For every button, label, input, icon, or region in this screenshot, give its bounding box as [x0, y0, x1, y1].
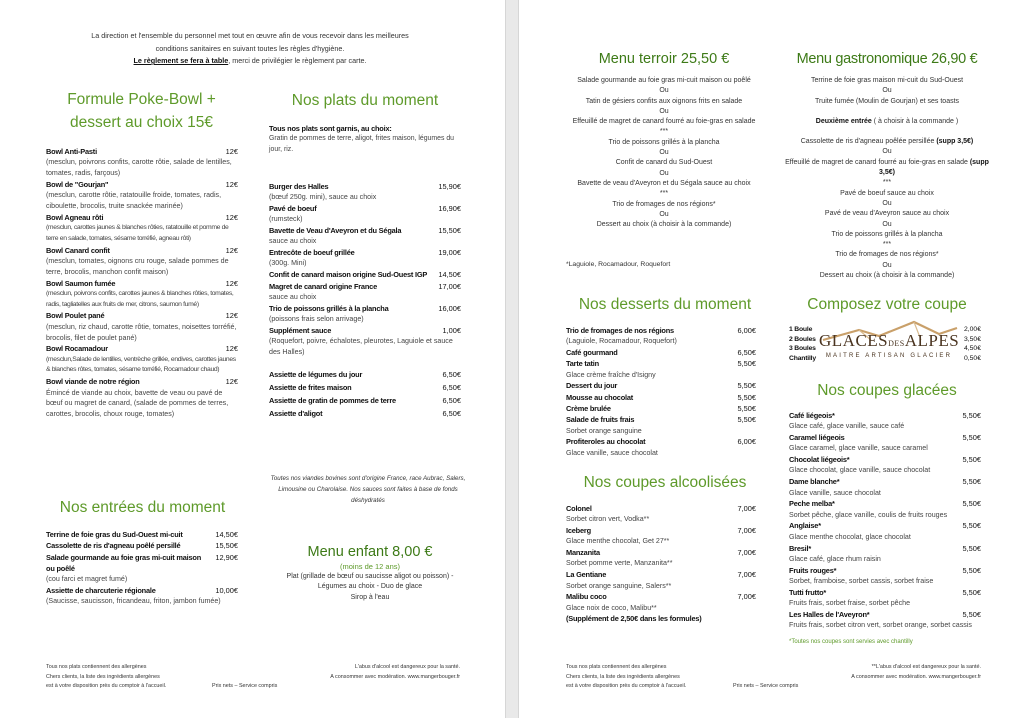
menu-line: Ou [659, 107, 669, 115]
menu-item-name: Bowl viande de notre région [46, 377, 140, 387]
menu-item-description: (mesclun, carotte rôtie, ratatouille froide, tomates, radis, ciboulette, brocolis, truite snackée marinée) [46, 191, 222, 210]
menu-item-description: Glace vanille, sauce chocolat [566, 448, 658, 457]
menu-item-name: Salade de fruits frais [566, 415, 635, 425]
menu-item-description: sauce au choix [269, 237, 317, 246]
menu-line: Trio de fromages de nos régions* [612, 200, 716, 208]
payment-notice-text: , merci de privilégier le règlement par carte. [228, 56, 367, 65]
menu-item [269, 394, 461, 407]
menu-line: Trio de poissons grillés à la plancha [831, 230, 943, 238]
menu-item-description: (Saucisse, saucisson, fricandeau, friton, jambon fumée) [46, 597, 221, 606]
menu-item-name: Mousse au chocolat [566, 392, 634, 402]
menu-enfant-line: Légumes au choix - Duo de glace [317, 583, 423, 591]
menu-item-name: Cassolette de ris d'agneau poêlé persillé [46, 541, 181, 551]
menu-item [789, 543, 981, 554]
menu-item-description: (mesclun, poivrons confits, carotte rôtie, salade de lentilles, tomates, radis, farçous) [46, 158, 232, 178]
section-coupes-glacees [789, 410, 981, 645]
footer-line: est à votre disposition près du comptoir à l'accueil. [566, 683, 687, 689]
menu-item-name: Dame blanche* [789, 477, 840, 487]
menu-item [46, 343, 238, 354]
menu-item-price: 5,50€ [962, 587, 981, 597]
supplement-price: (supp 3,5€) [936, 138, 974, 146]
menu-item-description: Sorbet pêche, glace vanille, coulis de fruits rouges [789, 510, 948, 519]
menu-item [269, 203, 461, 214]
menu-line: *** [659, 190, 669, 198]
menu-enfant-title: Menu enfant 8,00 € [307, 544, 433, 560]
menu-item-description: Glace café, glace vanille, sauce café [789, 422, 905, 431]
menu-item-description: Glace vanille, sauce chocolat [789, 488, 881, 497]
menu-item-description: (mesclun, poivrons confits, carottes jaunes & blanches rôties, tomates, radis, tagliatelles aux fruits de mer, citrons, saumon fumé) [46, 289, 234, 308]
menu-line: Bavette de veau d'Aveyron et du Ségala sauce au choix [577, 179, 751, 187]
menu-dish: Cassolette de ris d'agneau poêlée persillée [800, 138, 937, 146]
menu-item [46, 585, 238, 596]
menu-item [566, 380, 756, 391]
menu-item-description: Glace crème fraîche d'Isigny [566, 370, 656, 379]
menu-item-name: Tutti frutto* [789, 587, 827, 597]
menu-item-name: Trio de fromages de nos régions [566, 326, 674, 335]
menu-item [269, 368, 461, 381]
allergen-notice [46, 663, 226, 692]
menu-item-name: Burger des Halles [269, 181, 329, 191]
menu-item [566, 392, 756, 403]
menu-line: Tatin de gésiers confits aux oignons frits en salade [585, 97, 743, 105]
menu-line: *** [659, 128, 669, 136]
title-line: Formule Poke-Bowl + [67, 91, 216, 108]
menu-item-description: (cou farci et magret fumé) [46, 575, 128, 584]
menu-item-name: Tarte tatin [566, 359, 599, 369]
menu-item-description: Fruits frais, sorbet citron vert, sorbet orange, sorbet cassis [789, 621, 972, 630]
formula-supplement-note: (Supplément de 2,50€ dans les formules) [566, 614, 702, 624]
footer-line: Chers clients, la liste des ingrédients allergènes [566, 673, 680, 680]
menu-item-name: Colonel [566, 504, 592, 513]
menu-item-name: Anglaise* [789, 521, 821, 531]
menu-line: Truite fumée (Moulin de Gourjan) et ses toasts [814, 97, 960, 105]
footer-line: L'abus d'alcool est dangereux pour la santé. [354, 664, 460, 670]
menu-item-price: 12€ [225, 147, 238, 156]
menu-item-name: Assiette de charcuterie régionale [46, 585, 156, 595]
menu-item-price: 3,50€ [963, 335, 981, 343]
menu-item-price: 12€ [225, 311, 238, 321]
menu-item-price: 16,90€ [438, 203, 461, 213]
menu-enfant-line: Plat (grillade de bœuf ou saucisse aligot ou poisson) - [286, 573, 454, 580]
intro-notice [40, 30, 460, 68]
menu-item-description: (mesclun,Salade de lentilles, ventrèche grillée, endives, carottes jaunes & blanches rôtes, tomates, sésame torréfié, Rocamadour chaud) [46, 355, 236, 374]
menu-item-price: 6,00€ [737, 437, 756, 447]
menu-line [781, 158, 993, 179]
section-plats [269, 123, 461, 420]
section-title-entrees: Nos entrées du moment [59, 499, 226, 516]
menu-item [46, 146, 238, 157]
menu-item [789, 476, 981, 487]
menu-item [46, 245, 238, 256]
menu-item [269, 325, 461, 336]
menu-item-name: Dessert du jour [566, 381, 618, 391]
menu-item [789, 565, 981, 576]
menu-item [789, 454, 981, 465]
menu-item-price: 15,50€ [215, 541, 238, 551]
menu-item-description: (mesclun, riz chaud, carotte rôtie, tomates, noisettes torréfié, brocolis, filet de poulet pané) [46, 322, 237, 342]
menu-item-name: Bowl Rocamadour [46, 344, 108, 354]
menu-item-name: Profiteroles au chocolat [566, 437, 646, 447]
section-poke-bowl [44, 88, 239, 134]
footer-line: Tous nos plats contiennent des allergènes [566, 664, 667, 670]
menu-item-price: 6,00€ [737, 326, 756, 335]
section-menu-enfant [262, 542, 478, 603]
menu-item-price: 7,00€ [737, 526, 756, 536]
menu-item-description: Glace menthe chocolat, glace chocolat [789, 532, 911, 541]
menu-item-price: 4,50€ [963, 345, 981, 352]
menu-line: Ou [882, 220, 892, 228]
menu-item-price: 5,50€ [962, 477, 981, 487]
menu-item-name: Crème brulée [566, 404, 611, 414]
menu-item [46, 310, 238, 321]
menu-item-name: Chantilly [789, 354, 816, 362]
menu-line: Ou [659, 210, 669, 218]
menu-item-price: 6,50€ [442, 395, 461, 405]
price-notice: Prix nets – Service compris [212, 683, 278, 689]
menu-line: Pavé de boeuf sauce au choix [840, 189, 934, 197]
menu-line: Ou [882, 199, 892, 207]
menu-item-price: 7,00€ [737, 592, 756, 602]
menu-item-price: 5,50€ [962, 455, 981, 465]
menu-item-name: Assiette d'aligot [269, 408, 323, 418]
menu-item-price: 12€ [225, 212, 238, 222]
menu-line: Effeuillé de magret de canard fourré au foie-gras en salade [572, 118, 756, 126]
menu-item-price: 5,50€ [962, 521, 981, 531]
logo-word-des: DES [888, 339, 905, 348]
menu-item-name: Fruits rouges* [789, 565, 837, 575]
menu-item [566, 569, 756, 580]
menu-item [269, 281, 461, 292]
menu-item-description: (mesclun, tomates, oignons cru rouge, salade pommes de terre, brocolis, manchon confit maison) [46, 256, 229, 276]
menu-item-name: 3 Boules [789, 345, 816, 352]
menu-item [46, 179, 238, 190]
menu-item-price: 7,00€ [737, 504, 756, 513]
menu-item-name: Supplément sauce [269, 325, 332, 335]
menu-item-name: Bowl Saumon fumée [46, 278, 116, 288]
menu-line: *** [882, 179, 892, 187]
menu-line: Salade gourmande au foie gras mi-cuit maison ou poêlé [577, 77, 751, 84]
menu-item-name: Malibu coco [566, 592, 607, 602]
intro-line: conditions sanitaires en suivant toutes les règles d'hygiène. [155, 43, 345, 53]
menu-item-price: 7,00€ [737, 570, 756, 580]
footer-line: Chers clients, la liste des ingrédients allergènes [46, 673, 160, 680]
menu-item-price: 12€ [225, 179, 238, 189]
menu-item-price: 17,00€ [438, 281, 461, 291]
menu-item-price: 12€ [225, 344, 238, 354]
menu-line: Ou [659, 149, 669, 157]
cheese-footnote: *Laguiole, Rocamadour, Roquefort [566, 261, 671, 268]
section-title-desserts: Nos desserts du moment [578, 296, 752, 313]
title-line: dessert au choix 15€ [69, 114, 214, 131]
menu-page-right [518, 0, 1024, 718]
section-title-composez: Composez votre coupe [807, 296, 967, 313]
menu-item-name: Manzanita [566, 548, 600, 558]
menu-item-name: Assiette de frites maison [269, 382, 352, 392]
section-menu-terroir [559, 48, 769, 230]
menu-item-name: Iceberg [566, 526, 591, 536]
logo-tagline: MAITRE ARTISAN GLACIER [825, 353, 953, 359]
intro-line [40, 55, 460, 68]
second-entree-note: ( à choisir à la commande ) [871, 117, 959, 125]
menu-item-description: (rumsteck) [269, 215, 303, 224]
footer-line: est à votre disposition près du comptoir à l'accueil. [46, 683, 167, 689]
menu-item-description: Sorbet orange sanguine [566, 426, 642, 435]
menu-item [566, 414, 756, 425]
menu-line: Confit de canard du Sud-Ouest [615, 159, 713, 167]
menu-item-name: Trio de poissons grillés à la plancha [269, 303, 389, 313]
menu-item-name: Bowl de "Gourjan" [46, 179, 109, 189]
menu-item [566, 503, 756, 514]
menu-item-name: 2 Boules [789, 335, 816, 343]
menu-item-name: Café gourmand [566, 348, 618, 358]
menu-line: Ou [882, 87, 892, 95]
menu-item-name: Caramel liégeois [789, 433, 845, 443]
menu-item-name: Les Halles de l'Aveyron* [789, 609, 870, 619]
menu-line [781, 137, 993, 147]
menu-item [566, 547, 756, 558]
menu-item-description: Glace chocolat, glace vanille, sauce chocolat [789, 466, 931, 475]
menu-item-description: (poissons frais selon arrivage) [269, 314, 364, 323]
menu-item-price: 5,50€ [737, 404, 756, 414]
menu-item-name: Chocolat liégeois* [789, 455, 850, 465]
menu-item-name: Magret de canard origine France [269, 281, 377, 291]
menu-item [269, 381, 461, 394]
menu-item [46, 540, 238, 551]
menu-line: Pavé de veau d'Aveyron sauce au choix [824, 210, 950, 218]
menu-item-price: 6,50€ [442, 369, 461, 379]
menu-item-price: 5,50€ [962, 565, 981, 575]
footer-line: A consommer avec modération. www.mangerbouger.fr [851, 673, 981, 680]
menu-item-price: 5,50€ [737, 359, 756, 369]
menu-item [566, 525, 756, 536]
menu-item [789, 432, 981, 443]
logo-word-glaces: GLACES [819, 331, 889, 350]
menu-item-price: 14,50€ [215, 530, 238, 539]
menu-item [269, 225, 461, 236]
menu-line: Dessert au choix (à choisir à la commande) [596, 221, 732, 229]
menu-item-name: Café liégeois* [789, 411, 835, 420]
menu-item-price: 12€ [225, 377, 238, 387]
price-notice: Prix nets – Service compris [733, 683, 799, 689]
menu-line: *** [882, 241, 892, 249]
menu-item [566, 591, 756, 602]
menu-item-price: 6,50€ [442, 408, 461, 418]
menu-enfant-subtitle: (moins de 12 ans) [339, 562, 401, 571]
menu-item [269, 181, 461, 192]
menu-item-description: Glace café, glace rhum raisin [789, 554, 881, 563]
menu-item-price: 5,50€ [737, 415, 756, 425]
menu-item-description: (bœuf 250g. mini), sauce au choix [269, 193, 377, 202]
meat-origin-note: Toutes nos viandes bovines sont d'origine France, race Aubrac, Salers, Limousine ou Charolaise. Nos sauces sont faites à base de fonds déshydratés [270, 475, 466, 504]
intro-line: La direction et l'ensemble du personnel met tout en œuvre afin de vous recevoir dans les meilleures [91, 31, 409, 40]
menu-dish: Effeuillé de magret de canard fourré au foie-gras en salade [785, 158, 970, 166]
menu-item-price: 14,50€ [438, 270, 461, 280]
menu-item-price: 5,50€ [737, 381, 756, 391]
menu-item-price: 16,00€ [438, 303, 461, 313]
section-title-coupes-alcoolisees: Nos coupes alcoolisées [583, 474, 747, 491]
menu-line: Dessert au choix (à choisir à la commande) [819, 272, 955, 280]
menu-item-price: 19,00€ [438, 248, 461, 258]
menu-item [789, 520, 981, 531]
menu-item-price: 0,50€ [963, 354, 981, 362]
glaces-des-alpes-logo [819, 328, 959, 359]
menu-item [566, 358, 756, 369]
menu-item-description: Glace menthe chocolat, Get 27** [566, 537, 670, 546]
section-desserts [566, 325, 756, 459]
menu-item-description: (mesclun, carottes jaunes & blanches rôties, ratatouille et pomme de terre en salade, tomates, sésame torréfié, agneau rôti) [46, 224, 229, 242]
menu-item-price: 15,90€ [438, 181, 461, 191]
menu-item-name: Bowl Canard confit [46, 245, 110, 255]
menu-gastro-title: Menu gastronomique 26,90 € [796, 51, 978, 67]
menu-item-description: Sorbet, framboise, sorbet cassis, sorbet fraise [789, 576, 934, 585]
payment-notice-bold: Le règlement se fera à table [133, 56, 229, 65]
menu-item-price: 10,00€ [215, 585, 238, 595]
supplement-price: (supp 3,5€) [879, 158, 989, 177]
menu-item-description: Sorbet citron vert, Vodka** [566, 515, 650, 524]
menu-item [566, 436, 756, 447]
menu-line: Ou [659, 87, 669, 95]
menu-item-price: 5,50€ [962, 499, 981, 509]
menu-item-description: Sorbet pomme verte, Manzanita** [566, 559, 673, 568]
menu-enfant-line: Sirop à l'eau [350, 593, 390, 601]
menu-item-name: Bowl Anti-Pasti [46, 147, 97, 156]
allergen-notice [566, 663, 746, 692]
menu-item-name: Salade gourmande au foie gras mi-cuit maison ou poêlé [46, 552, 202, 573]
menu-item [46, 212, 238, 223]
menu-item [789, 410, 981, 421]
menu-item-description: (Laguiole, Rocamadour, Roquefort) [566, 337, 677, 346]
menu-item [46, 529, 238, 540]
menu-item-description: sauce au choix [269, 292, 317, 301]
menu-item-description: Sorbet orange sanguine, Salers** [566, 581, 672, 590]
menu-item-name: Bowl Poulet pané [46, 311, 105, 321]
alcohol-notice [300, 663, 460, 682]
menu-line: Trio de fromages de nos régions* [835, 251, 939, 259]
second-entree-label: Deuxième entrée [815, 117, 872, 125]
menu-item [269, 407, 461, 420]
menu-line: Trio de poissons grillés à la plancha [608, 138, 720, 146]
menu-item-price: 12€ [225, 278, 238, 288]
menu-item-price: 12€ [225, 245, 238, 255]
menu-item [46, 278, 238, 289]
menu-item [269, 303, 461, 314]
menu-item [789, 587, 981, 598]
section-menu-gastronomique [781, 48, 993, 281]
plats-intro-bold: Tous nos plats sont garnis, au choix: [269, 124, 392, 133]
footer-line: **L'abus d'alcool est dangereux pour la santé. [871, 664, 981, 670]
menu-item-name: Pavé de boeuf [269, 203, 317, 213]
menu-line: Ou [882, 148, 892, 156]
plats-intro-text: Gratin de pommes de terre, aligot, frites maison, légumes du jour, riz. [269, 135, 454, 154]
menu-page-left [0, 0, 506, 718]
section-coupes-alcoolisees [566, 503, 756, 625]
logo-word-alpes: ALPES [904, 331, 960, 350]
menu-terroir-title: Menu terroir 25,50 € [598, 51, 730, 67]
menu-item-name: Bresil* [789, 543, 812, 553]
menu-item-price: 5,50€ [962, 609, 981, 619]
menu-item-price: 6,50€ [737, 348, 756, 358]
footer-line: A consommer avec modération. www.mangerbouger.fr [330, 673, 460, 680]
menu-item-price: 1,00€ [442, 325, 461, 335]
menu-item-description: Fruits frais, sorbet fraise, sorbet pêche [789, 599, 911, 608]
menu-item-description: Émincé de viande au choix, bavette de veau ou pavé de bœuf ou magret de canard, (salade de pommes de terres, carottes, brocolis, choux rouge, tomates) [46, 388, 229, 419]
menu-item-description: Glace noix de coco, Malibu** [566, 603, 657, 612]
menu-item-name: Confit de canard maison origine Sud-Ouest IGP [269, 270, 428, 280]
section-composez [789, 325, 981, 367]
menu-item [269, 269, 461, 280]
menu-item [46, 376, 238, 387]
footer-line: Tous nos plats contiennent des allergènes [46, 664, 147, 670]
menu-item-price: 12,90€ [215, 552, 238, 562]
menu-item-description: (Roquefort, poivre, échalotes, pleurotes, Laguiole et sauce des Halles) [269, 337, 453, 356]
section-title [44, 88, 239, 134]
menu-item-description: Glace caramel, glace vanille, sauce caramel [789, 444, 928, 453]
menu-item [269, 247, 461, 258]
menu-item-price: 5,50€ [962, 433, 981, 443]
menu-line: Ou [882, 261, 892, 269]
menu-item-price: 2,00€ [963, 326, 981, 333]
menu-item-name: Terrine de foie gras du Sud-Ouest mi-cuit [46, 530, 183, 539]
menu-item [789, 609, 981, 620]
menu-item-price: 5,50€ [962, 543, 981, 553]
chantilly-note: *Toutes nos coupes sont servies avec chantilly [789, 638, 913, 645]
menu-item-price: 5,50€ [962, 411, 981, 420]
menu-item-name: Bowl Agneau rôti [46, 212, 104, 222]
menu-item-name: Bavette de Veau d'Aveyron et du Ségala [269, 226, 402, 236]
menu-line: Ou [659, 169, 669, 177]
menu-item-name: 1 Boule [789, 326, 813, 333]
menu-item-name: Entrecôte de boeuf grillée [269, 248, 355, 258]
menu-item-name: Assiette de gratin de pommes de terre [269, 395, 396, 405]
menu-item-price: 7,00€ [737, 548, 756, 558]
menu-item-price: 6,50€ [442, 382, 461, 392]
menu-line: Terrine de foie gras maison mi-cuit du Sud-Ouest [810, 77, 964, 84]
menu-line [781, 117, 993, 127]
menu-item-price: 15,50€ [438, 226, 461, 236]
alcohol-notice [819, 663, 981, 682]
menu-item-price: 5,50€ [737, 392, 756, 402]
menu-item [46, 552, 238, 575]
menu-item [566, 347, 756, 358]
section-title-coupes-glacees: Nos coupes glacées [817, 382, 957, 399]
menu-item-name: Assiette de légumes du jour [269, 369, 363, 379]
section-title-plats: Nos plats du moment [291, 92, 439, 109]
poke-bowl-list [46, 146, 238, 420]
menu-item-name: Peche melba* [789, 499, 835, 509]
menu-item [789, 498, 981, 509]
section-entrees [46, 529, 238, 607]
menu-item [566, 403, 756, 414]
menu-item-description: (300g. Mini) [269, 259, 307, 268]
menu-item-name: La Gentiane [566, 570, 607, 580]
menu-item [566, 325, 756, 336]
